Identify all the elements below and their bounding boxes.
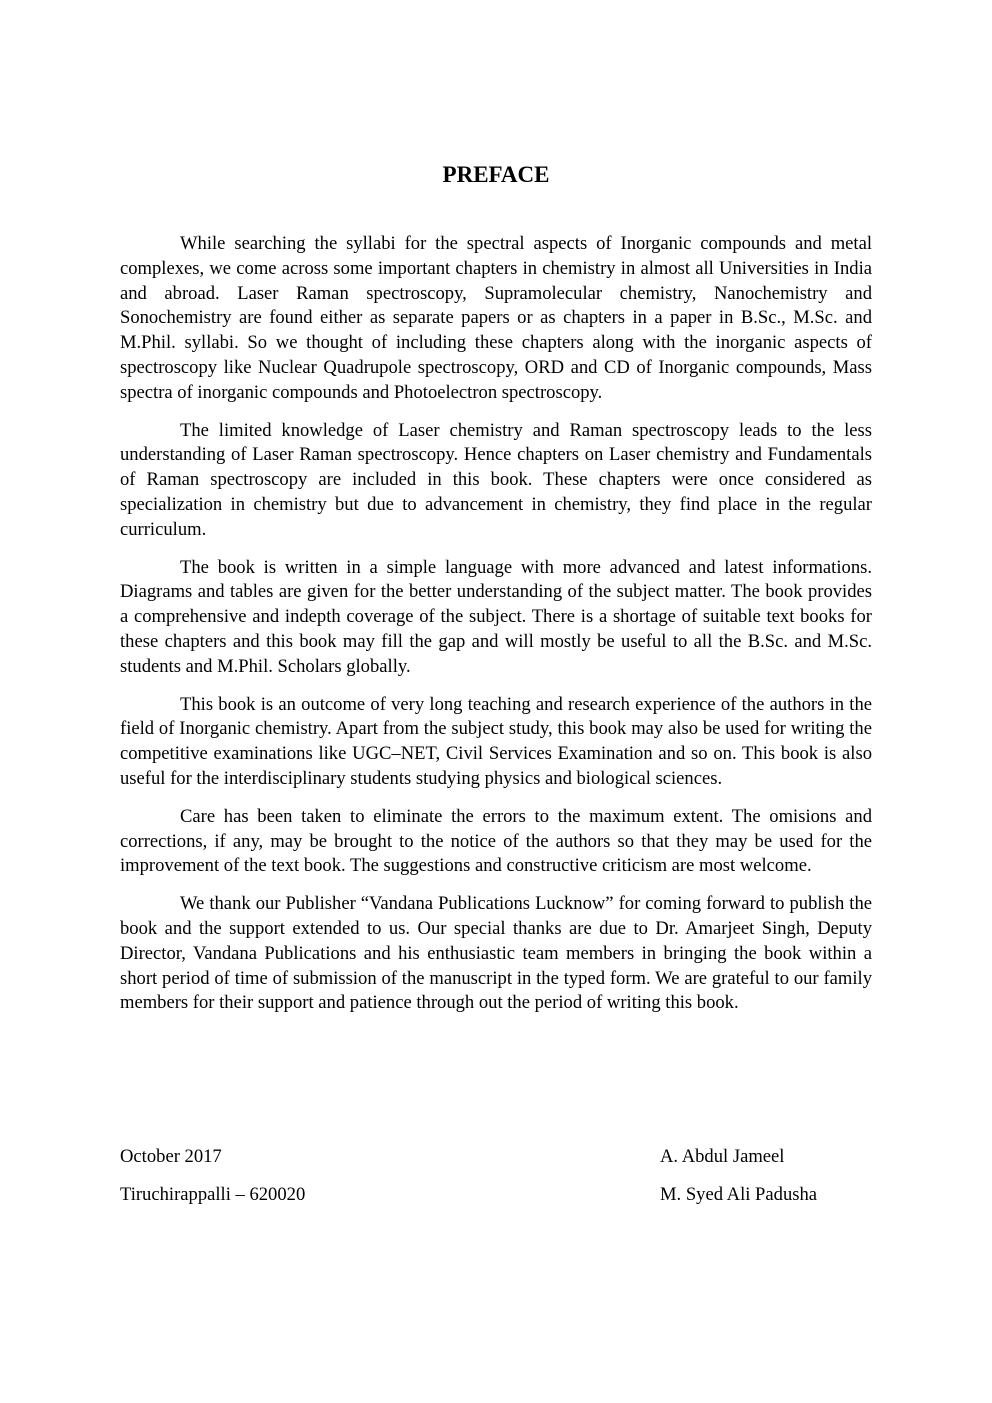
- paragraph: Care has been taken to eliminate the errors to the maximum extent. The omisions and corrections, if any, may be brought to the notice of the authors so that they may be used for the improvement of the text book. The suggestions and constructive criticism are most welcome.: [120, 805, 872, 877]
- paragraph: This book is an outcome of very long teaching and research experience of the authors in the field of Inorganic chemistry. Apart from the subject study, this book may also be used for writing the competitive examinations like UGC–NET, Civil Services Examination and so on. This book is also useful for the interdisciplinary students studying physics and biological sciences.: [120, 693, 872, 789]
- page-title: PREFACE: [442, 162, 550, 187]
- date-place-block: [120, 1145, 305, 1221]
- signature-place: Tiruchirappalli – 620020: [120, 1184, 306, 1205]
- paragraph: The book is written in a simple language with more advanced and latest informations. Diagrams and tables are given for the better understanding of the subject matter. The book provides a comprehensive and indepth coverage of the subject. There is a shortage of suitable text books for these chapters and this book may fill the gap and will mostly be useful to all the B.Sc. and M.Sc. students and M.Phil. Scholars globally.: [120, 556, 872, 677]
- author-name: M. Syed Ali Padusha: [660, 1184, 818, 1205]
- paragraph: The limited knowledge of Laser chemistry and Raman spectroscopy leads to the less understanding of Laser Raman spectroscopy. Hence chapters on Laser chemistry and Fundamentals of Raman spectroscopy are included in this book. These chapters were once considered as specialization in chemistry but due to advancement in chemistry, they find place in the regular curriculum.: [120, 419, 872, 540]
- paragraph: While searching the syllabi for the spectral aspects of Inorganic compounds and metal complexes, we come across some important chapters in chemistry in almost all Universities in India and abroad. Laser Raman spectroscopy, Supramolecular chemistry, Nanochemistry and Sonochemistry are found either as separate papers or as chapters in a paper in B.Sc., M.Sc. and M.Phil. syllabi. So we thought of including these chapters along with the inorganic aspects of spectroscopy like Nuclear Quadrupole spectroscopy, ORD and CD of Inorganic compounds, Mass spectra of inorganic compounds and Photoelectron spectroscopy.: [120, 233, 872, 403]
- authors-block: [660, 1145, 817, 1221]
- preface-body: [120, 232, 872, 1029]
- signature-date: October 2017: [120, 1146, 222, 1167]
- paragraph: We thank our Publisher “Vandana Publications Lucknow” for coming forward to publish the book and the support extended to us. Our special thanks are due to Dr. Amarjeet Singh, Deputy Director, Vandana Publications and his enthusiastic team members in bringing the book within a short period of time of submission of the manuscript in the typed form. We are grateful to our family members for their support and patience through out the period of writing this book.: [120, 893, 872, 1014]
- author-name: A. Abdul Jameel: [660, 1146, 785, 1167]
